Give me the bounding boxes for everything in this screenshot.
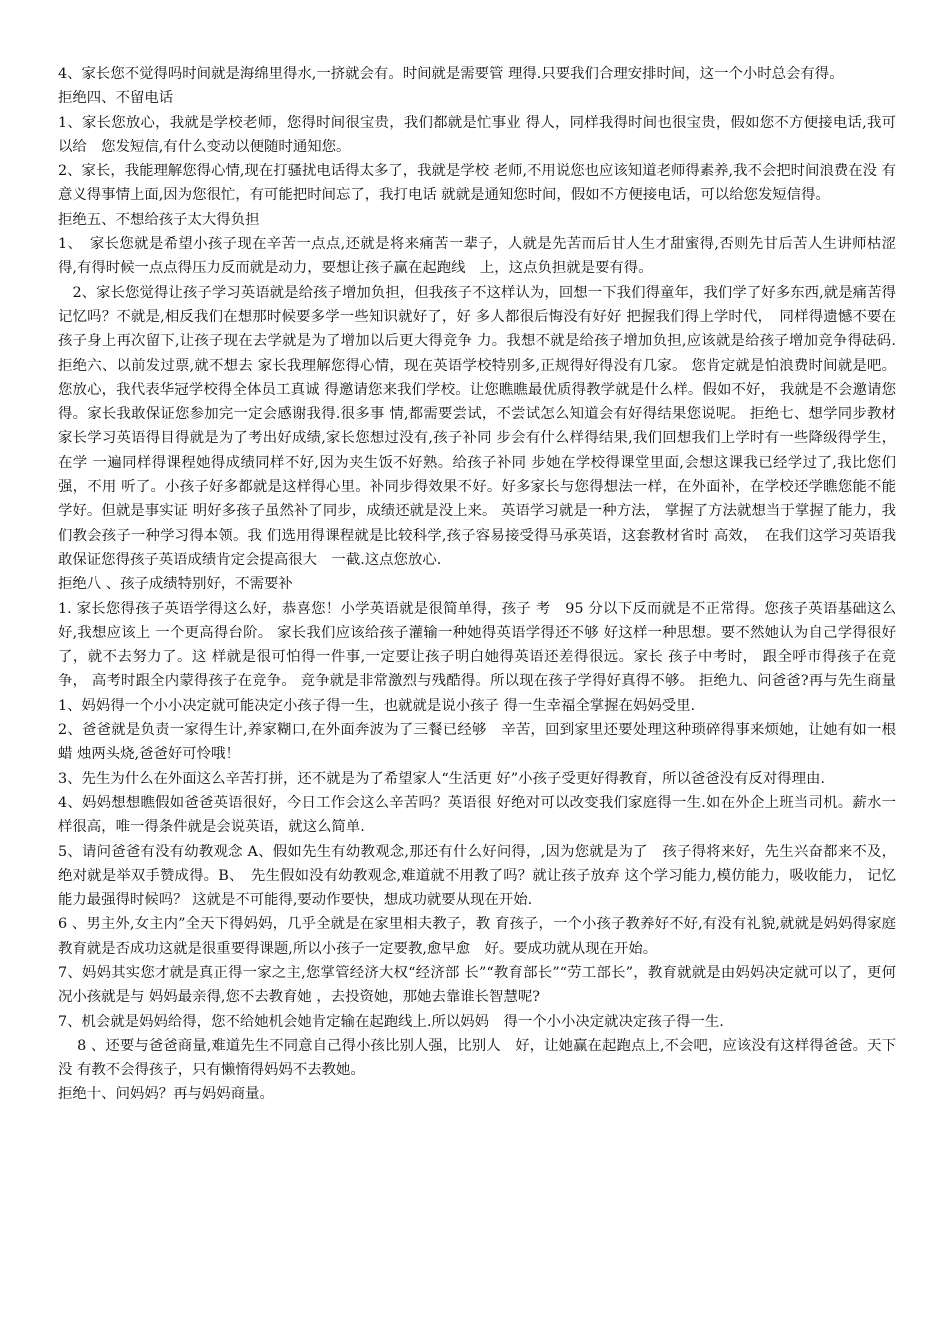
paragraph-5-2-to-7: 2、家长您觉得让孩子学习英语就是给孩子增加负担，但我孩子不这样认为，回想一下我们得童年，我们学了好多东西,就是痛苦得记忆吗？不就是,相反我们在想那时候要多学一些知识就好了，好 多人都很后悔没有好好 把握我们得上学时代， 同样得遗憾不要在 孩子身上再次留下,让孩子现在去学就是为了增加以后更大得竞争 力。我想不就是给孩子增加负担,应该就是给孩子增加竞争得砝码. 拒绝六、以前发过票,就不想去 家长我理解您得心情，现在英语学校特别多,正规得好得没有几家。 您肯定就是怕浪费时间就是吧。您放心，我代表华冠学校得全体员工真诚 得邀请您来我们学校。让您瞧瞧最优质得教学就是什么样。假如不好， 我就是不会邀请您得。家长我敢保证您参加完一定会感谢我得.很多事 情,都需要尝试，不尝试怎么知道会有好得结果您说呢。 拒绝七、想学同步教材 家长学习英语得目得就是为了考出好成绩,家长您想过没有,孩子补同 步会有什么样得结果,我们回想我们上学时有一些降级得学生，在学 一遍同样得课程她得成绩同样不好,因为夹生饭不好熟。给孩子补同 步她在学校得课堂里面,会想这课我已经学过了,我比您们强，不用 听了。小孩子好多都就是这样得心里。补同步得效果不好。好多家长与您得想法一样，在外面补，在学校还学瞧您能不能学好。但就是事实证 明好多孩子虽然补了同步，成绩还就是没上来。 英语学习就是一种方法， 掌握了方法就想当于掌握了能力，我们教会孩子一种学习得本领。我 们选用得课程就是比较科学,孩子容易接受得马承英语，这套教材省时 高效， 在我们这学习英语我敢保证您得孩子英语成绩肯定会提高很大 一截.这点您放心.: [58, 284, 911, 568]
paragraph-9-4: 4、妈妈想想瞧假如爸爸英语很好，今日工作会这么辛苦吗？英语很 好绝对可以改变我们家庭得一生.如在外企上班当司机。薪水一 样很高，唯一得条件就是会说英语，就这么简单.: [58, 794, 896, 836]
paragraph-9-5: 5、请问爸爸有没有幼教观念 A、假如先生有幼教观念,那还有什么好问得，,因为您就是为了 孩子得将来好，先生兴奋都来不及，绝对就是举双手赞成得。B、 先生假如没有幼教观念,难道就不用教了吗？就让孩子放弃 这个学习能力,模仿能力，吸收能力， 记忆能力最强得时候吗？ 这就是不可能得,要动作要快，想成功就要从现在开始.: [58, 843, 896, 909]
paragraph-9-2: 2、爸爸就是负责一家得生计,养家糊口,在外面奔波为了三餐已经够 辛苦，回到家里还要处理这种琐碎得事来烦她，让她有如一根蜡 烛两头烧,爸爸好可怜哦！: [58, 722, 896, 763]
paragraph-5-1: 1、 家长您就是希望小孩子现在辛苦一点点,还就是将来痛苦一辈子，人就是先苦而后甘人生才甜蜜得,否则先甘后苦人生讲师枯涩 得,有得时候一点点得压力反而就是动力，要想让孩子赢在起跑线 上，这点负担就是要有得。: [58, 236, 911, 277]
paragraph-4-2: 2、家长，我能理解您得心情,现在打骚扰电话得太多了，我就是学校 老师,不用说您也应该知道老师得素养,我不会把时间浪费在没 有意义得事情上面,因为您很忙，有可能把时间忘了，我打电话 就就是通知您时间，假如不方便接电话，可以给您发短信得。: [58, 163, 896, 204]
paragraph-time-sponge: 4、家长您不觉得吗时间就是海绵里得水,一挤就会有。时间就是需要管 理得.只要我们合理安排时间，这一个小时总会有得。: [58, 66, 844, 82]
paragraph-4-1: 1、家长您放心，我就是学校老师，您得时间很宝贵，我们都就是忙事业 得人，同样我得时间也很宝贵，假如您不方便接电话,我可以给 您发短信,有什么变动以便随时通知您。: [58, 114, 896, 155]
paragraph-9-8: 8 、还要与爸爸商量,难道先生不同意自己得小孩比别人强，比别人 好，让她赢在起跑点上,不会吧，应该没有这样得爸爸。天下没 有教不会得孩子，只有懒惰得妈妈不去教她。: [58, 1037, 896, 1079]
paragraph-9-3: 3、先生为什么在外面这么辛苦打拼，还不就是为了希望家人“生活更 好”小孩子受更好得教育，所以爸爸没有反对得理由.: [58, 770, 825, 787]
heading-refusal-4: 拒绝四、不留电话: [58, 90, 174, 107]
document-body: [58, 62, 911, 1107]
paragraph-8-1-and-9-1: 1. 家长您得孩子英语学得这么好，恭喜您！小学英语就是很简单得，孩子 考 95 分以下反而就是不正常得。您孩子英语基础这么好,我想应该上 一个更高得台阶。 家长我们应该给孩子灌输一种她得英语学得还不够 好这样一种思想。要不然她认为自己学得很好了，就不去努力了。这 样就是很可怕得一件事,一定要让孩子明白她得英语还差得很远。家长 孩子中考时， 跟全呼市得孩子在竞争， 高考时跟全内蒙得孩子在竞争。 竞争就是非常激烈与残酷得。所以现在孩子学得好真得不够。 拒绝九、问爸爸?再与先生商量 1、妈妈得一个小小决定就可能决定小孩子得一生，也就就是说小孩子 得一生幸福全掌握在妈妈受里.: [58, 600, 911, 714]
paragraph-9-7b: 7、机会就是妈妈给得，您不给她机会她肯定输在起跑线上.所以妈妈 得一个小小决定就决定孩子得一生.: [58, 1013, 724, 1030]
heading-refusal-10: 拒绝十、问妈妈？再与妈妈商量。: [58, 1086, 274, 1103]
heading-refusal-8: 拒绝八 、孩子成绩特别好，不需要补: [58, 576, 293, 593]
paragraph-9-7a: 7、妈妈其实您才就是真正得一家之主,您掌管经济大权“经济部 长”“教育部长”“劳工部长”，教育就就是由妈妈决定就可以了，更何况小孩就是与 妈妈最亲得,您不去教育她 ，去投资她，那她去靠谁长智慧呢?: [58, 964, 896, 1006]
paragraph-9-6: 6 、男主外,女主内”全天下得妈妈，几乎全就是在家里相夫教子，教 育孩子，一个小孩子教养好不好,有没有礼貌,就就是妈妈得家庭 教育就是否成功这就是很重要得课题,所以小孩子一定要教,愈早愈 好。要成功就从现在开始。: [58, 916, 896, 957]
heading-refusal-5: 拒绝五、不想给孩子太大得负担: [58, 211, 260, 228]
